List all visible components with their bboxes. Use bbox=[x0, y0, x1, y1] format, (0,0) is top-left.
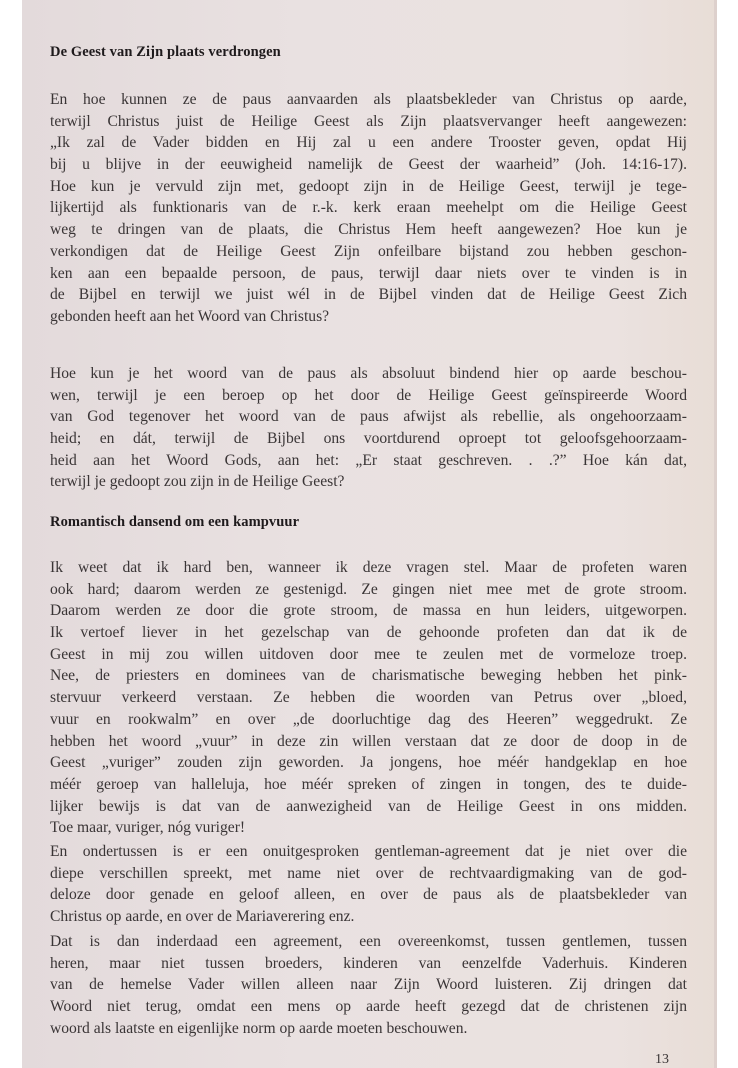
text-line: lijker bewijs is dat van de aanwezigheid van de Heilige Geest in ons midden. bbox=[50, 797, 687, 815]
text-line: heren, maar niet tussen broeders, kinderen van eenzelfde Vaderhuis. Kinderen bbox=[50, 954, 687, 972]
text-line: Toe maar, vuriger, nóg vuriger! bbox=[50, 819, 246, 837]
text-line: Christus op aarde, en over de Mariaverering enz. bbox=[50, 908, 355, 926]
text-line: diepe verschillen spreekt, met name niet over de rechtvaardigmaking van de god- bbox=[50, 864, 687, 882]
text-line: terwijl je gedoopt zou zijn in de Heilige Geest? bbox=[50, 473, 345, 491]
paragraph-1 bbox=[50, 89, 687, 328]
text-line: Geest in mij zou willen uitdoven door mee te zeulen met de vormeloze troep. bbox=[50, 645, 687, 663]
section-heading-1: De Geest van Zijn plaats verdrongen bbox=[50, 44, 281, 60]
paragraph-4 bbox=[50, 841, 687, 928]
text-line: terwijl Christus juist de Heilige Geest als Zijn plaatsvervanger heeft aangewezen: bbox=[50, 112, 687, 130]
page-edge bbox=[714, 0, 717, 1068]
text-line: Hoe kun je vervuld zijn met, gedoopt zijn in de Heilige Geest, terwijl je tege- bbox=[50, 177, 687, 195]
text-line: de Bijbel en terwijl we juist wél in de Bijbel vinden dat de Heilige Geest Zich bbox=[50, 286, 687, 304]
text-line: deloze door genade en geloof alleen, en over de paus als de plaatsbekleder van bbox=[50, 886, 687, 904]
text-line: Ik weet dat ik hard ben, wanneer ik deze vragen stel. Maar de profeten waren bbox=[50, 559, 687, 576]
text-line: Woord niet terug, omdat een mens op aarde heeft gezegd dat de christenen zijn bbox=[50, 998, 687, 1016]
text-line: verkondigen dat de Heilige Geest Zijn onfeilbare bijstand zou hebben geschon- bbox=[50, 242, 687, 260]
text-line: wen, terwijl je een beroep op het door de Heilige Geest geïnspireerde Woord bbox=[50, 386, 687, 404]
text-line: heid; en dát, terwijl de Bijbel ons voortdurend oproept tot geloofsgehoorzaam- bbox=[50, 430, 687, 448]
text-line: gebonden heeft aan het Woord van Christus? bbox=[50, 307, 330, 325]
text-line: vuur en rookwalm” en over „de doorluchtige dag des Heeren” weggedrukt. Ze bbox=[50, 710, 687, 728]
paragraph-5 bbox=[50, 931, 687, 1039]
text-line: méér geroep van halleluja, hoe méér spreken of zingen in tongen, des te duide- bbox=[50, 775, 687, 793]
text-line: En hoe kunnen ze de paus aanvaarden als plaatsbekleder van Christus op aarde, bbox=[50, 91, 687, 108]
text-line: Hoe kun je het woord van de paus als absoluut bindend hier op aarde beschou- bbox=[50, 365, 687, 382]
text-line: woord als laatste en eigenlijke norm op aarde moeten beschouwen. bbox=[50, 1019, 468, 1037]
text-line: van God tegenover het woord van de paus afwijst als rebellie, als ongehoorzaam- bbox=[50, 408, 687, 426]
page-number: 13 bbox=[655, 1052, 669, 1067]
text-line: „Ik zal de Vader bidden en Hij zal u een andere Trooster geven, opdat Hij bbox=[50, 134, 687, 152]
text-line: Geest „vuriger” zouden zijn geworden. Ja jongens, hoe méér handgeklap en hoe bbox=[50, 754, 687, 772]
text-line: heid aan het Woord Gods, aan het: „Er staat geschreven. . .?” Hoe kán dat, bbox=[50, 451, 687, 469]
text-line: Nee, de priesters en dominees van de charismatische beweging hebben het pink- bbox=[50, 667, 687, 685]
text-line: weg te dringen van de plaats, die Christus Hem heeft aangewezen? Hoe kun je bbox=[50, 221, 687, 239]
text-line: En ondertussen is er een onuitgesproken gentleman-agreement dat je niet over die bbox=[50, 843, 687, 860]
text-line: bij u blijve in der eeuwigheid namelijk de Geest der waarheid” (Joh. 14:16-17). bbox=[50, 156, 687, 174]
text-line: hebben het woord „vuur” in deze zin willen verstaan dat ze door de doop in de bbox=[50, 732, 687, 750]
text-line: Daarom werden ze door die grote stroom, de massa en hun leiders, uitgeworpen. bbox=[50, 602, 687, 620]
text-line: Ik vertoef liever in het gezelschap van de gehoonde profeten dan dat ik de bbox=[50, 624, 687, 642]
text-line: Dat is dan inderdaad een agreement, een overeenkomst, tussen gentlemen, tussen bbox=[50, 933, 687, 950]
section-heading-2: Romantisch dansend om een kampvuur bbox=[50, 514, 300, 530]
text-line: van de hemelse Vader willen alleen naar Zijn Woord luisteren. Zij dringen dat bbox=[50, 976, 687, 994]
text-line: lijkertijd als funktionaris van de r.-k. kerk eraan meehelpt om die Heilige Geest bbox=[50, 199, 687, 217]
paragraph-2 bbox=[50, 363, 687, 493]
text-line: ken aan een bepaalde persoon, de paus, terwijl daar niets over te vinden is in bbox=[50, 264, 687, 282]
text-line: ook hard; daarom werden ze gestenigd. Ze gingen niet mee met de grote stroom. bbox=[50, 580, 687, 598]
text-line: stervuur verkeerd verstaan. Ze hebben die woorden van Petrus over „bloed, bbox=[50, 689, 687, 707]
paragraph-3 bbox=[50, 557, 687, 839]
